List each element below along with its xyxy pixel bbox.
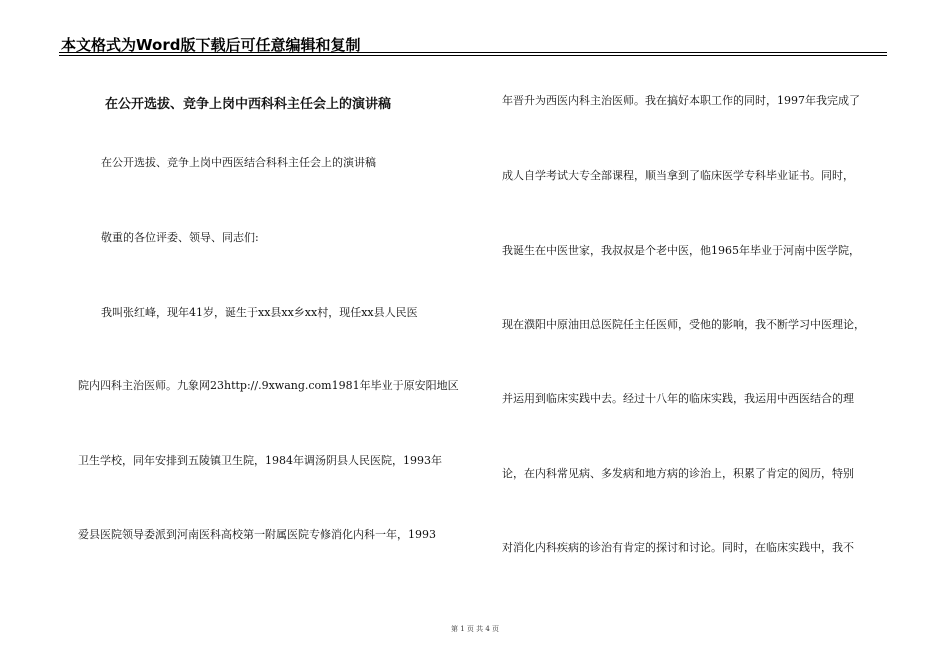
right-paragraph-line: 成人自学考试大专全部课程，顺当拿到了临床医学专科毕业证书。同时， [502, 169, 854, 182]
header-rule-top [59, 52, 887, 53]
right-paragraph-line: 现在濮阳中原油田总医院任主任医师，受他的影响，我不断学习中医理论， [502, 318, 865, 331]
left-paragraph-line: 在公开选拔、竞争上岗中西医结合科科主任会上的演讲稿 [101, 156, 376, 169]
right-paragraph-line: 我诞生在中医世家，我叔叔是个老中医，他1965年毕业于河南中医学院， [502, 244, 860, 257]
left-paragraph-line: 院内四科主治医师。九象网23http://.9xwang.com1981年毕业于原安阳地区 [78, 379, 459, 392]
left-paragraph-line: 敬重的各位评委、领导、同志们: [101, 231, 259, 244]
right-paragraph-line: 论，在内科常见病、多发病和地方病的诊治上，积累了肯定的阅历，特别 [502, 467, 854, 480]
left-paragraph-line: 爱县医院领导委派到河南医科高校第一附属医院专修消化内科一年，1993 [78, 528, 436, 541]
right-paragraph-line: 对消化内科疾病的诊治有肯定的探讨和讨论。同时，在临床实践中，我不 [502, 541, 854, 554]
right-paragraph-line: 年晋升为西医内科主治医师。我在搞好本职工作的同时，1997年我完成了 [502, 94, 860, 107]
header-rule-bottom [59, 55, 887, 56]
right-paragraph-line: 并运用到临床实践中去。经过十八年的临床实践，我运用中西医结合的理 [502, 392, 854, 405]
left-paragraph-line: 我叫张红峰，现年41岁，诞生于xx县xx乡xx村，现任xx县人民医 [101, 306, 418, 319]
document-title: 在公开选拔、竞争上岗中西科科主任会上的演讲稿 [105, 97, 392, 112]
left-paragraph-line: 卫生学校，同年安排到五陵镇卫生院，1984年调汤阴县人民医院，1993年 [78, 454, 442, 467]
document-header: 本文格式为Word版下载后可任意编辑和复制 [61, 36, 361, 54]
page-number: 第 1 页 共 4 页 [450, 625, 500, 633]
